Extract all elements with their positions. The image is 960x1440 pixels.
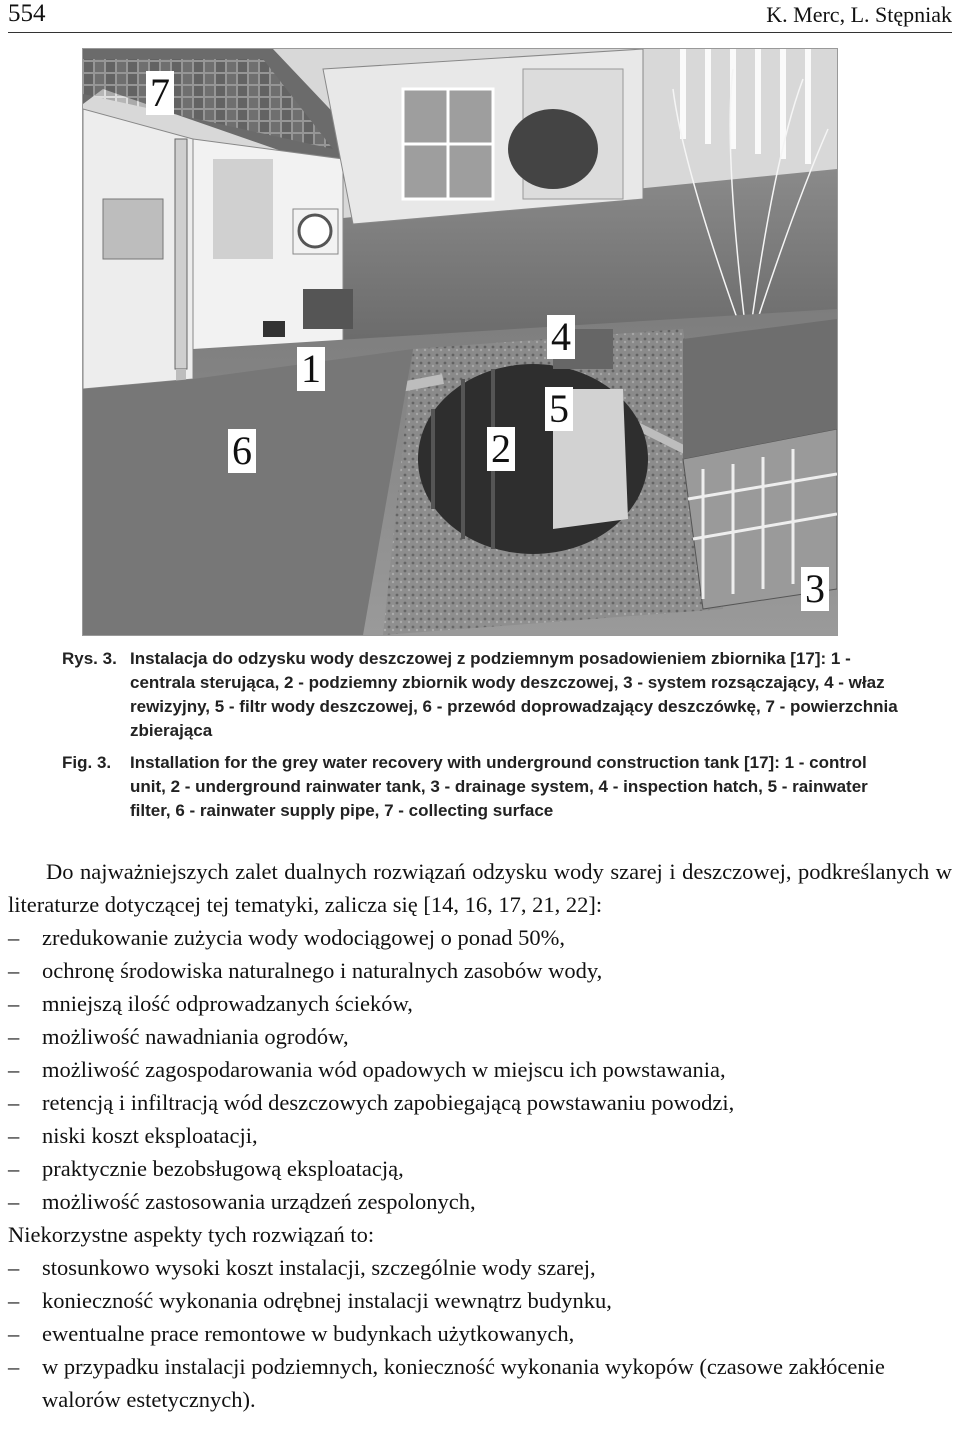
list-item	[8, 1284, 952, 1317]
list-item-text: ewentualne prace remontowe w budynkach użytkowanych,	[42, 1321, 575, 1346]
list-item-text: zredukowanie zużycia wody wodociągowej o ponad 50%,	[42, 925, 565, 950]
disadvantages-list	[8, 1251, 952, 1416]
figure-caption-pl	[62, 647, 907, 743]
list-item-text: niski koszt eksploatacji,	[42, 1123, 258, 1148]
intro-paragraph: Do najważniejszych zalet dualnych rozwiązań odzysku wody szarej i deszczowej, podkreślanych w literaturze dotyczącej tej tematyki, zalicza się [14, 16, 17, 21, 22]:	[8, 859, 952, 917]
figure-caption-en	[62, 751, 907, 823]
list-item	[8, 1317, 952, 1350]
list-item-text: konieczność wykonania odrębnej instalacji wewnątrz budynku,	[42, 1288, 612, 1313]
list-dash: –	[8, 1321, 20, 1346]
caption-text-pl: Instalacja do odzysku wody deszczowej z podziemnym posadowieniem zbiornika [17]: 1 - centrala sterująca, 2 - podziemny zbiornik wody deszczowej, 3 - system rozsączający, 4 - właz rewizyjny, 5 - filtr wody deszczowej, 6 - przewód doprowadzający deszczówkę, 7 - powierzchnia zbierająca	[130, 649, 898, 740]
list-item	[8, 1185, 952, 1218]
list-item	[8, 987, 952, 1020]
list-item	[8, 1020, 952, 1053]
installation-illustration	[83, 49, 837, 635]
list-dash: –	[8, 1123, 20, 1148]
list-item-text: praktycznie bezobsługową eksploatacją,	[42, 1156, 404, 1181]
figure-label-5: 5	[545, 387, 573, 431]
figure-label-1: 1	[297, 347, 325, 391]
list-item	[8, 1086, 952, 1119]
caption-text-en: Installation for the grey water recovery with underground construction tank [17]: 1 - control unit, 2 - underground rainwater tank, 3 - drainage system, 4 - inspection hatch, 5 - rainwater filter, 6 - rainwater supply pipe, 7 - collecting surface	[130, 753, 868, 820]
list-dash: –	[8, 958, 20, 983]
list-item	[8, 921, 952, 954]
page-number: 554	[8, 0, 46, 27]
list-item	[8, 1251, 952, 1284]
list-item	[8, 1152, 952, 1185]
list-dash: –	[8, 1024, 20, 1049]
list-item-text: stosunkowo wysoki koszt instalacji, szczególnie wody szarej,	[42, 1255, 596, 1280]
figure-label-3: 3	[801, 567, 829, 611]
list-dash: –	[8, 1255, 20, 1280]
list-item-text: możliwość nawadniania ogrodów,	[42, 1024, 349, 1049]
page-header	[8, 0, 952, 30]
list-item-text: ochronę środowiska naturalnego i naturalnych zasobów wody,	[42, 958, 603, 983]
header-rule	[8, 32, 952, 33]
figure-label-6: 6	[228, 429, 256, 473]
list-dash: –	[8, 1156, 20, 1181]
advantages-list	[8, 921, 952, 1218]
list-item	[8, 1053, 952, 1086]
list-dash: –	[8, 1354, 20, 1379]
list-item-text: w przypadku instalacji podziemnych, konieczność wykonania wykopów (czasowe zakłócenie walorów estetycznych).	[42, 1354, 885, 1412]
list-item-text: mniejszą ilość odprowadzanych ścieków,	[42, 991, 413, 1016]
list-item	[8, 1350, 952, 1416]
figure-label-7: 7	[146, 71, 174, 115]
running-authors: K. Merc, L. Stępniak	[766, 2, 952, 27]
rainwater-installation-figure	[82, 48, 838, 636]
list-item-text: retencją i infiltracją wód deszczowych zapobiegającą powstawaniu powodzi,	[42, 1090, 735, 1115]
list-dash: –	[8, 1090, 20, 1115]
list-dash: –	[8, 1288, 20, 1313]
disadvantages-intro: Niekorzystne aspekty tych rozwiązań to:	[8, 1222, 375, 1247]
figure-label-4: 4	[547, 315, 575, 359]
list-item	[8, 1119, 952, 1152]
list-dash: –	[8, 991, 20, 1016]
list-item	[8, 954, 952, 987]
list-dash: –	[8, 925, 20, 950]
list-dash: –	[8, 1057, 20, 1082]
caption-label-pl: Rys. 3.	[62, 649, 117, 668]
caption-label-en: Fig. 3.	[62, 753, 112, 772]
list-item-text: możliwość zastosowania urządzeń zespolonych,	[42, 1189, 476, 1214]
figure-label-2: 2	[487, 427, 515, 471]
list-item-text: możliwość zagospodarowania wód opadowych w miejscu ich powstawania,	[42, 1057, 726, 1082]
list-dash: –	[8, 1189, 20, 1214]
body-text	[8, 855, 952, 1416]
